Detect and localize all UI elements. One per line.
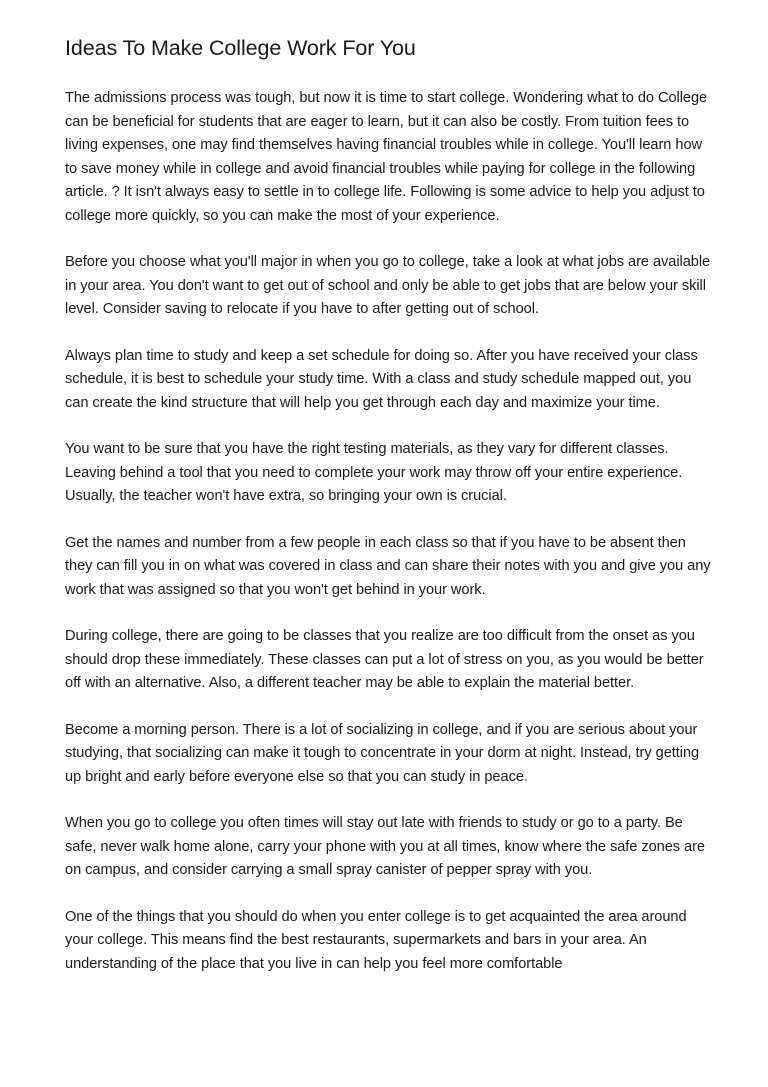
paragraph: Become a morning person. There is a lot of socializing in college, and if you are serious about your studying, that socializing can make it tough to concentrate in your dorm at night. Instead, try getting up bright and early before everyone else so that you can study in peace. [65, 721, 700, 785]
paragraph: Always plan time to study and keep a set schedule for doing so. After you have received your class schedule, it is best to schedule your study time. With a class and study schedule mapped out, you can create the kind structure that will help you get through each day and maximize your time. [65, 347, 698, 411]
paragraph: Get the names and number from a few people in each class so that if you have to be absent then they can fill you in on what was covered in class and can share their notes with you and give you any work that was assigned so that you won't get behind in your work. [65, 534, 711, 598]
paragraph: Before you choose what you'll major in when you go to college, take a look at what jobs are available in your area. You don't want to get out of school and only be able to get jobs that are below your skill level. Consider saving to relocate if you have to after getting out of school. [65, 254, 711, 317]
document-body [65, 87, 715, 999]
document-title: Ideas To Make College Work For You [65, 36, 416, 60]
paragraph: During college, there are going to be classes that you realize are too difficult from the onset as you should drop these immediately. These classes can put a lot of stress on you, as you would be better off with an alternative. Also, a different teacher may be able to explain the material better. [65, 628, 704, 691]
paragraph: You want to be sure that you have the right testing materials, as they vary for different classes. Leaving behind a tool that you need to complete your work may throw off your entire experience. Usually, the teacher won't have extra, so bringing your own is crucial. [65, 441, 683, 504]
paragraph: The admissions process was tough, but now it is time to start college. Wondering what to do College can be beneficial for students that are eager to learn, but it can also be costly. From tuition fees to living expenses, one may find themselves having financial troubles while in college. You'll learn how to save money while in college and avoid financial troubles while paying for college in the following article. ? It isn't always easy to settle in to college life. Following is some advice to help you adjust to college more quickly, so you can make the most of your experience. [65, 90, 708, 224]
paragraph: When you go to college you often times will stay out late with friends to study or go to a party. Be safe, never walk home alone, carry your phone with you at all times, know where the safe zones are on campus, and consider carrying a small spray canister of pepper spray with you. [65, 815, 705, 878]
paragraph: One of the things that you should do when you enter college is to get acquainted the area around your college. This means find the best restaurants, supermarkets and bars in your area. An understanding of the place that you live in can help you feel more comfortable [65, 908, 687, 972]
